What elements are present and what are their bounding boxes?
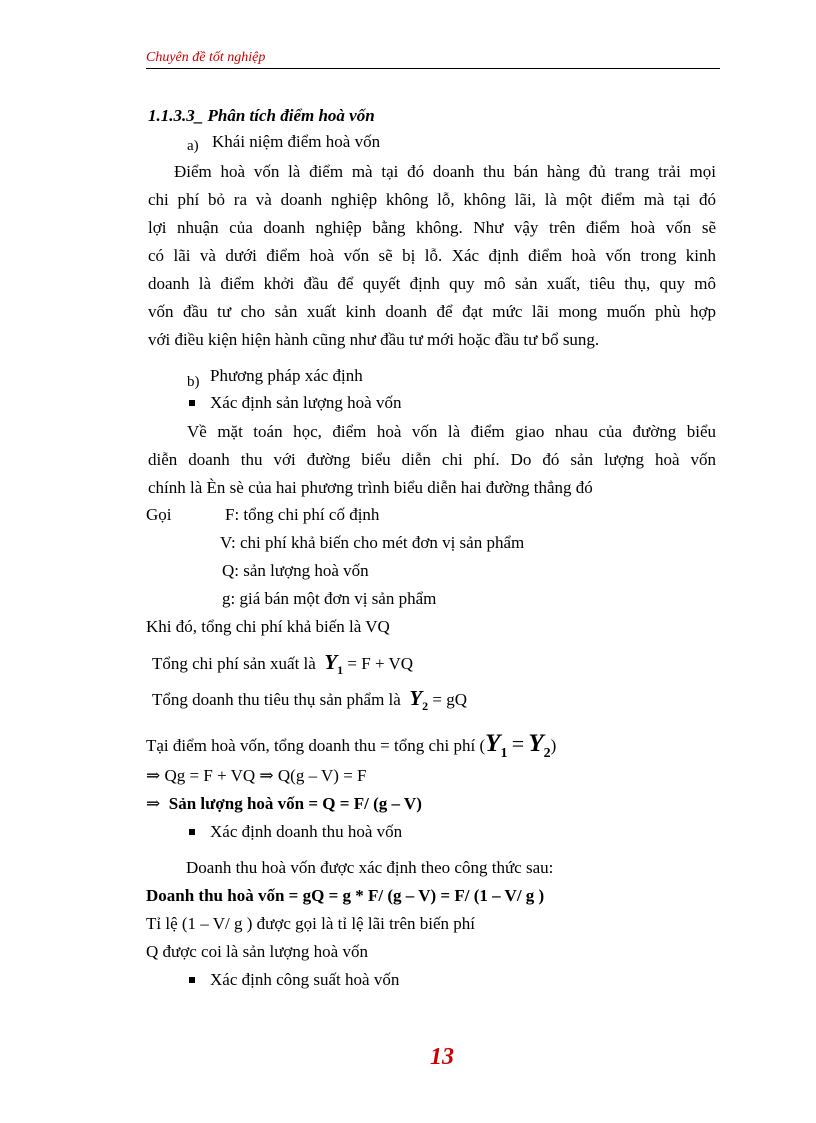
equation-result: ⇒ Sản lượng hoà vốn = Q = F/ (g – V) [146, 794, 422, 813]
math-var-y2: $Y_2$ [409, 686, 429, 714]
equation-y1: Tổng chi phí sản xuất là $Y_1 = F$ + VQ [152, 650, 414, 678]
part-a-label: a) [187, 138, 199, 154]
header-divider [146, 68, 720, 69]
definition-item: F: tổng chi phí cố định [225, 505, 380, 524]
part-b-label: b) [187, 374, 200, 390]
paragraph-line: Về mặt toán học, điểm hoà vốn là điểm giao nhau của đường biểu [187, 422, 716, 441]
bullet-item: Xác định công suất hoà vốn [210, 970, 400, 989]
paragraph-line: Q được coi là sản lượng hoà vốn [146, 942, 368, 961]
bullet-item: Xác định sản lượng hoà vốn [210, 393, 402, 412]
paragraph-line: với điều kiện hiện hành cũng như đầu tư mới hoặc đầu tư bổ sung. [148, 330, 600, 349]
definition-item: Q: sản lượng hoà vốn [222, 561, 369, 580]
section-title: 1.1.3.3_ Phân tích điểm hoà vốn [148, 106, 375, 125]
paragraph-line: Điểm hoà vốn là điểm mà tại đó doanh thu bán hàng đủ trang trải mọi [174, 162, 716, 181]
equation-y2: Tổng doanh thu tiêu thụ sản phẩm là $Y_2$ = gQ [152, 686, 468, 714]
definition-item: g: giá bán một đơn vị sản phẩm [222, 589, 437, 608]
definition-item: V: chi phí khả biến cho mét đơn vị sản phẩm [220, 533, 525, 552]
paragraph-line: lợi nhuận của doanh nghiệp bằng không. Như vậy trên điểm hoà vốn sẽ [148, 218, 716, 237]
paragraph-line: diễn doanh thu với đường biểu diễn chi phí. Do đó sản lượng hoà vốn [148, 450, 716, 469]
math-var-y1: $Y_1$ [324, 650, 344, 678]
math-var-y2: $Y_2$ [528, 730, 551, 761]
math-var-y1: $Y_1$ [485, 730, 508, 761]
paragraph-line: có lãi và dưới điểm hoà vốn sẽ bị lỗ. Xác định điểm hoà vốn trong kinh [148, 246, 716, 265]
revenue-formula: Doanh thu hoà vốn = gQ = g * F/ (g – V) = F/ (1 – V/ g ) [146, 886, 545, 905]
bullet-square-icon [189, 829, 195, 835]
bullet-square-icon [189, 977, 195, 983]
paragraph-line: Khi đó, tổng chi phí khả biến là VQ [146, 617, 390, 636]
bullet-item: Xác định doanh thu hoà vốn [210, 822, 403, 841]
paragraph-line: Tỉ lệ (1 – V/ g ) được gọi là tỉ lệ lãi trên biến phí [146, 914, 476, 933]
paragraph-line: doanh là điểm khởi đầu để quyết định quy mô sản xuất, tiêu thụ, quy mô [148, 274, 716, 293]
paragraph-line: chi phí bỏ ra và doanh nghiệp không lỗ, không lãi, là một điểm mà tại đó [148, 190, 716, 209]
goi-label: Gọi [146, 505, 172, 524]
page-number: 13 [430, 1044, 454, 1070]
equation-breakeven: Tại điểm hoà vốn, tổng doanh thu = tổng chi phí $(Y_1 = Y_2)$ [146, 730, 557, 761]
bullet-square-icon [189, 400, 195, 406]
paragraph-line: vốn đầu tư cho sản xuất kinh doanh để đạt mức lãi mong muốn phù hợp [148, 302, 716, 321]
part-a-heading: Khái niệm điểm hoà vốn [212, 132, 381, 151]
equation-derivation: ⇒ Qg = F + VQ ⇒ Q(g – V) = F [146, 766, 367, 785]
paragraph-line: Doanh thu hoà vốn được xác định theo công thức sau: [186, 858, 554, 877]
part-b-heading: Phương pháp xác định [210, 366, 363, 385]
paragraph-line: chính là Èn sè của hai phương trình biểu diễn hai đường thẳng đó [148, 478, 593, 497]
document-header: Chuyên đề tốt nghiệp [146, 50, 266, 65]
